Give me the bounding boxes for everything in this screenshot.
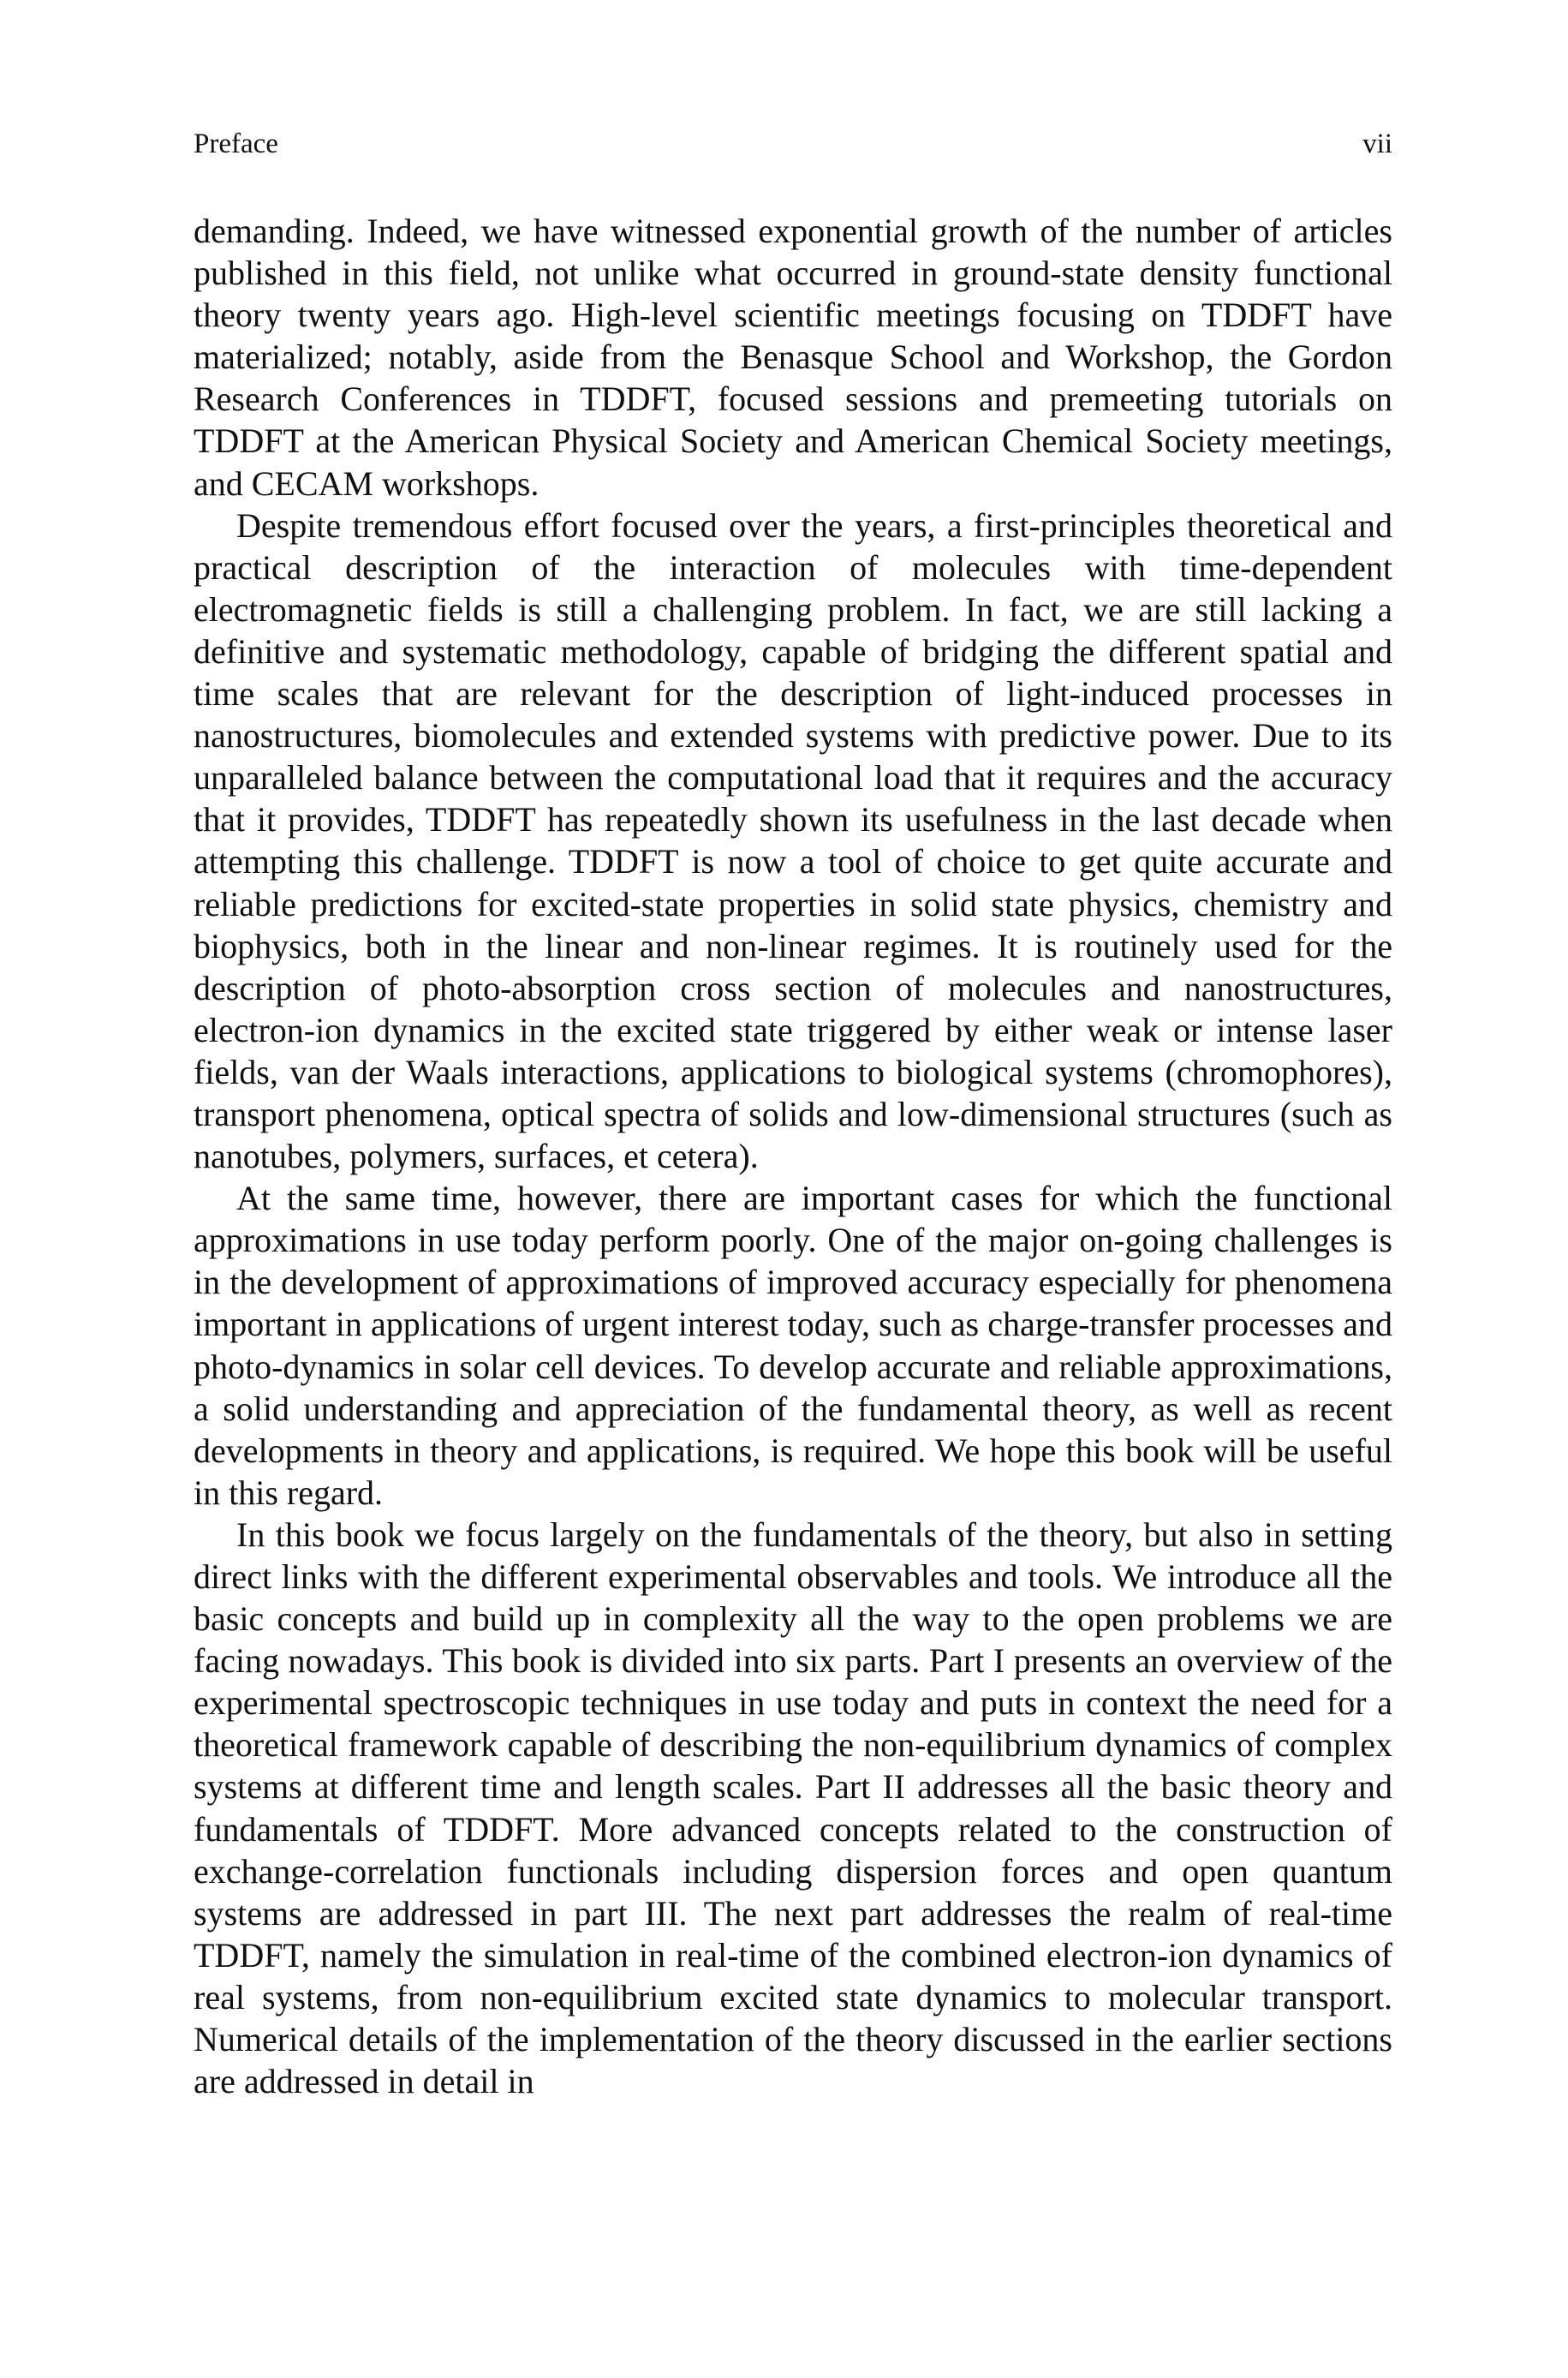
body-text xyxy=(194,210,1392,2102)
running-head-section: Preface xyxy=(194,128,278,159)
paragraph-challenges: Despite tremendous effort focused over the years, a first-principles theoretical and practical description of the interaction of molecules with time-dependent electromagnetic fields is still a challenging problem. In fact, we are still lacking a definitive and systematic methodology, capable of bridging the different spatial and time scales that are relevant for the description of light-induced processes in nanostructures, biomolecules and extended systems with predictive power. Due to its unparalleled balance between the computational load that it requires and the accuracy that it provides, TDDFT has repeatedly shown its usefulness in the last decade when attempting this challenge. TDDFT is now a tool of choice to get quite accurate and reliable predictions for excited-state properties in solid state physics, chemistry and biophysics, both in the linear and non-linear regimes. It is routinely used for the description of photo-absorption cross section of molecules and nanostructures, electron-ion dynamics in the excited state triggered by either weak or intense laser fields, van der Waals interactions, applications to biological systems (chromophores), transport phenomena, optical spectra of solids and low-dimensional structures (such as nanotubes, polymers, surfaces, et cetera). xyxy=(194,505,1392,1176)
paragraph-approximations: At the same time, however, there are important cases for which the functional approximations in use today perform poorly. One of the major on-going challenges is in the development of approximations of improved accuracy especially for phenomena important in applications of urgent interest today, such as charge-transfer processes and photo-dynamics in solar cell devices. To develop accurate and reliable approximations, a solid understanding and appreciation of the fundamental theory, as well as recent developments in theory and applications, is required. We hope this book will be useful in this regard. xyxy=(194,1179,1392,1512)
paragraph-book-structure: In this book we focus largely on the fundamentals of the theory, but also in setting direct links with the different experimental observables and tools. We introduce all the basic concepts and build up in complexity all the way to the open problems we are facing nowadays. This book is divided into six parts. Part I presents an overview of the experimental spectroscopic techniques in use today and puts in context the need for a theoretical framework capable of describing the non-equilibrium dynamics of complex systems at different time and length scales. Part II addresses all the basic theory and fundamentals of TDDFT. More advanced concepts related to the construction of exchange-correlation functionals including dispersion forces and open quantum systems are addressed in part III. The next part addresses the realm of real-time TDDFT, namely the simulation in real-time of the combined electron-ion dynamics of real systems, from non-equilibrium excited state dynamics to molecular transport. Numerical details of the implementation of the theory discussed in the earlier sections are addressed in detail in xyxy=(194,1515,1392,2101)
paragraph-continued: demanding. Indeed, we have witnessed exponential growth of the number of articles published in this field, not unlike what occurred in ground-state density functional theory twenty years ago. High-level scientific meetings focusing on TDDFT have materialized; notably, aside from the Benasque School and Workshop, the Gordon Research Conferences in TDDFT, focused sessions and premeeting tutorials on TDDFT at the American Physical Society and American Chemical Society meetings, and CECAM workshops. xyxy=(194,212,1392,503)
running-head xyxy=(194,127,1392,161)
page-number: vii xyxy=(1362,128,1392,159)
